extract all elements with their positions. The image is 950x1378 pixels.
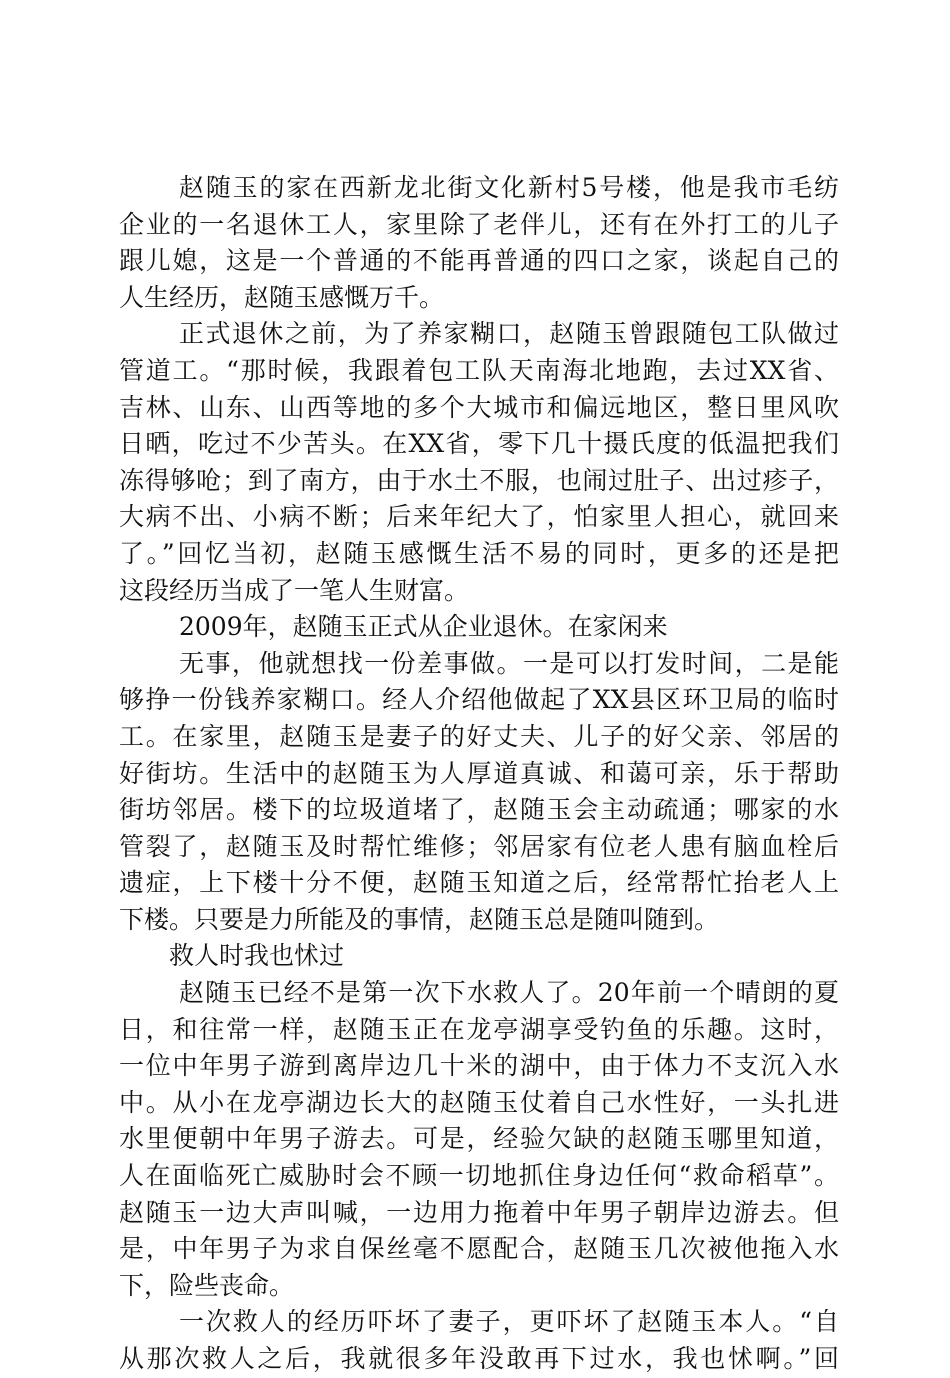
text-line: 工。在家里，赵随玉是妻子的好丈夫、儿子的好父亲、邻居的 [119,721,839,751]
text-line: 下楼。只要是力所能及的事情，赵随玉总是随叫随到。 [119,904,720,934]
text-line: 从那次救人之后，我就很多年没敢再下过水，我也怵啊。”回 [119,1344,839,1373]
text-line: 遗症，上下楼十分不便，赵随玉知道之后，经常帮忙抬老人上 [119,868,839,898]
text-line: 中。从小在龙亭湖边长大的赵随玉仗着自己水性好，一头扎进 [119,1087,839,1117]
text-line: 一次救人的经历吓坏了妻子，更吓坏了赵随玉本人。“自 [179,1307,839,1337]
section-heading: 救人时我也怵过 [169,941,345,971]
text-line: 赵随玉已经不是第一次下水救人了。20年前一个晴朗的夏 [179,978,839,1008]
text-line: 管道工。“那时候，我跟着包工队天南海北地跑，去过XX省、 [119,355,839,385]
text-line: 这段经历当成了一笔人生财富。 [119,575,470,605]
text-line: 下，险些丧命。 [119,1270,295,1300]
text-line: 跟儿媳，这是一个普通的不能再普通的四口之家，谈起自己的 [119,246,839,276]
text-line: 2009年，赵随玉正式从企业退休。在家闲来 [179,612,668,642]
text-line: 人生经历，赵随玉感慨万千。 [119,282,445,312]
text-line: 冻得够呛；到了南方，由于水土不服，也闹过肚子、出过疹子， [119,465,839,495]
text-line: 吉林、山东、山西等地的多个大城市和偏远地区，整日里风吹 [119,392,839,422]
article-body [119,170,839,1378]
text-line: 赵随玉的家在西新龙北街文化新村5号楼，他是我市毛纺 [179,173,839,202]
text-line: 管裂了，赵随玉及时帮忙维修；邻居家有位老人患有脑血栓后 [119,831,839,861]
text-line: 水里便朝中年男子游去。可是，经验欠缺的赵随玉哪里知道， [119,1124,839,1154]
text-line: 好街坊。生活中的赵随玉为人厚道真诚、和蔼可亲，乐于帮助 [119,758,839,788]
text-line: 日晒，吃过不少苦头。在XX省，零下几十摄氏度的低温把我们 [119,429,839,459]
text-line: 无事，他就想找一份差事做。一是可以打发时间，二是能 [179,648,839,678]
text-line: 日，和往常一样，赵随玉正在龙亭湖享受钓鱼的乐趣。这时， [119,1014,839,1044]
text-line: 了。”回忆当初，赵随玉感慨生活不易的同时，更多的还是把 [119,538,839,568]
text-line: 大病不出、小病不断；后来年纪大了，怕家里人担心，就回来 [119,502,839,532]
text-line: 街坊邻居。楼下的垃圾道堵了，赵随玉会主动疏通；哪家的水 [119,795,839,825]
text-line: 正式退休之前，为了养家糊口，赵随玉曾跟随包工队做过 [179,319,839,349]
text-line: 够挣一份钱养家糊口。经人介绍他做起了XX县区环卫局的临时 [119,685,839,715]
text-line: 赵随玉一边大声叫喊，一边用力拖着中年男子朝岸边游去。但 [119,1197,839,1227]
text-line: 企业的一名退休工人，家里除了老伴儿，还有在外打工的儿子 [119,209,839,239]
text-line: 是，中年男子为求自保丝毫不愿配合，赵随玉几次被他拖入水 [119,1234,839,1264]
text-line: 一位中年男子游到离岸边几十米的湖中，由于体力不支沉入水 [119,1051,839,1081]
text-line: 人在面临死亡威胁时会不顾一切地抓住身边任何“救命稻草”。 [119,1161,839,1191]
